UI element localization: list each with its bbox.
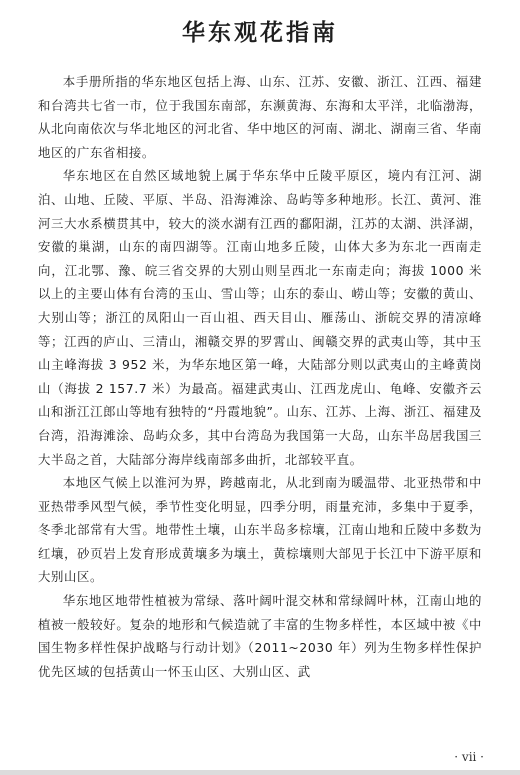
paragraph-region-scope: 本手册所指的华东地区包括上海、山东、江苏、安徽、浙江、江西、福建和台湾共七省一市，位于我国东南部，东濒黄海、东海和太平洋，北临渤海，从北向南依次与华北地区的河北省、华中地区的河南、湖北、湖南三省、华南地区的广东省相接。	[38, 74, 482, 160]
body-text	[38, 70, 482, 683]
paragraph-climate-soil: 本地区气候上以淮河为界，跨越南北，从北到南为暖温带、北亚热带和中亚热带季风型气候，季节性变化明显，四季分明，雨量充沛，多集中于夏季，冬季北部常有大雪。地带性土壤，山东半岛多棕壤，江南山地和丘陵中多数为红壤，砂页岩上发育形成黄壤多为壤土，黄棕壤则大部见于长江中下游平原和大别山区。	[38, 475, 482, 585]
page-title: 华东观花指南	[182, 20, 338, 46]
paragraph-vegetation: 华东地区地带性植被为常绿、落叶阔叶混交林和常绿阔叶林，江南山地的植被一般较好。复杂的地形和气候造就了丰富的生物多样性，本区域中被《中国生物多样性保护战略与行动计划》（2011~2030 年）列为生物多样性保护优先区域的包括黄山一怀玉山区、大别山区、武	[38, 593, 482, 679]
page-number: · vii ·	[454, 750, 484, 764]
page-bottom-edge	[0, 770, 520, 775]
paragraph-landforms: 华东地区在自然区域地貌上属于华东华中丘陵平原区，境内有江河、湖泊、山地、丘陵、平原、半岛、沿海滩涂、岛屿等多种地形。长江、黄河、淮河三大水系横贯其中，较大的淡水湖有江西的鄱阳湖，江苏的太湖、洪泽湖，安徽的巢湖，山东的南四湖等。江南山地多丘陵，山体大多为东北一西南走向，江北鄂、豫、皖三省交界的大别山则呈西北一东南走向；海拔 1000 米以上的主要山体有台湾的玉山、雪山等；山东的泰山、崂山等；安徽的黄山、大别山等；浙江的凤阳山一百山祖、西天目山、雁荡山、浙皖交界的清凉峰等；江西的庐山、三清山，湘赣交界的罗霄山、闽赣交界的武夷山等，其中玉山主峰海拔 3 952 米，为华东地区第一峰，大陆部分则以武夷山的主峰黄岗山（海拔 2 157.7 米）为最高。福建武夷山、江西龙虎山、龟峰、安徽齐云山和浙江江郎山等地有独特的“丹霞地貌”。山东、江苏、上海、浙江、福建及台湾，沿海滩涂、岛屿众多，其中台湾岛为我国第一大岛，山东半岛居我国三大半岛之首，大陆部分海岸线南部多曲折，北部较平直。	[38, 168, 482, 467]
